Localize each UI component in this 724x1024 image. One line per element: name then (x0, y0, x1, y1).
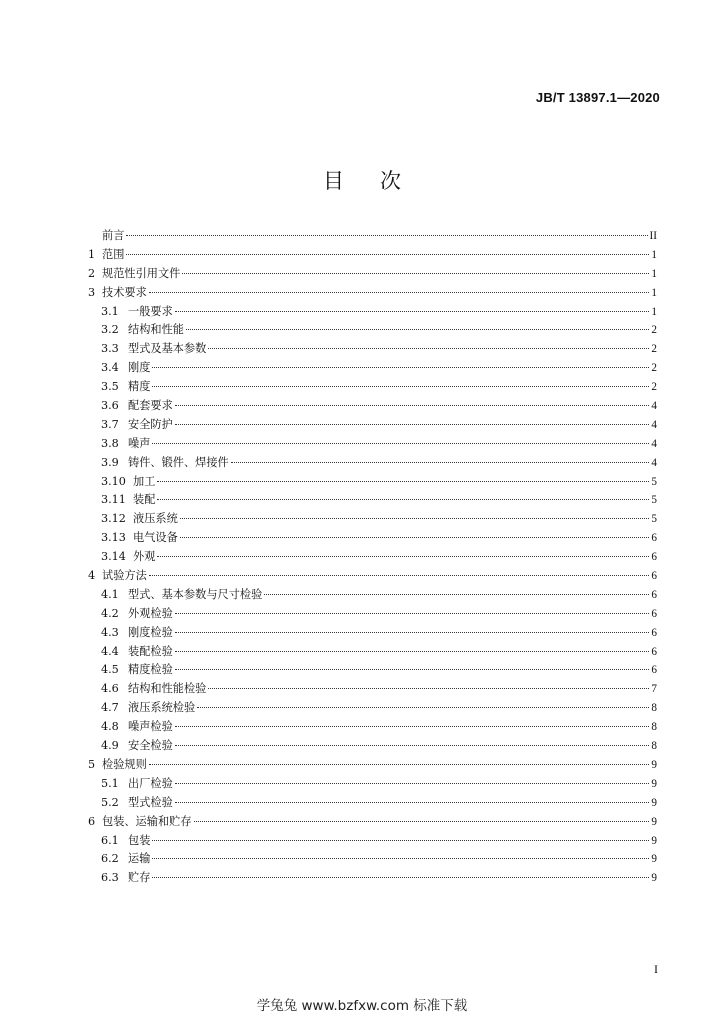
toc-entry-label: 型式及基本参数 (128, 342, 207, 356)
dot-leader (126, 235, 647, 236)
toc-entry[interactable] (88, 737, 657, 756)
toc-entry-page: 1 (651, 286, 657, 299)
toc-entry[interactable] (88, 850, 657, 869)
toc-entry-page: II (649, 230, 657, 242)
toc-entry-number: 6.1 (101, 833, 119, 847)
toc-entry-page: 8 (651, 721, 657, 734)
toc-entry-label: 包装、运输和贮存 (102, 814, 192, 828)
toc-entry-number: 3.7 (101, 417, 119, 431)
toc-entry-number: 3.4 (101, 361, 119, 375)
toc-entry-label: 试验方法 (102, 569, 147, 583)
toc-entry-page: 4 (651, 418, 657, 431)
dot-leader (175, 726, 649, 727)
toc-entry-number: 4.3 (101, 625, 119, 639)
toc-entry-number: 6.2 (101, 852, 119, 866)
toc-entry-page: 5 (651, 513, 657, 526)
dot-leader (197, 707, 649, 708)
toc-entry-label: 刚度 (128, 361, 151, 375)
toc-entry-label: 检验规则 (102, 757, 147, 771)
toc-entry-page: 2 (651, 324, 657, 337)
toc-entry-label: 安全防护 (128, 417, 173, 431)
toc-entry-page: 8 (651, 740, 657, 753)
toc-entry-page: 6 (651, 570, 657, 583)
dot-leader (149, 292, 649, 293)
toc-entry-label: 电气设备 (133, 531, 178, 545)
dot-leader (186, 329, 649, 330)
toc-entry-number: 3.14 (101, 550, 126, 564)
toc-entry-page: 4 (651, 437, 657, 450)
dot-leader (157, 499, 649, 500)
toc-entry-number: 6.3 (101, 871, 119, 885)
toc-entry-number: 3.10 (101, 474, 126, 488)
toc-entry-number: 4.6 (101, 682, 119, 696)
toc-entry-page: 6 (651, 645, 657, 658)
dot-leader (175, 783, 649, 784)
toc-entry-page: 1 (651, 305, 657, 318)
toc-entry-page: 5 (651, 475, 657, 488)
dot-leader (175, 424, 649, 425)
dot-leader (152, 858, 649, 859)
dot-leader (208, 688, 649, 689)
toc-entry-number: 4.9 (101, 739, 119, 753)
toc-entry[interactable] (88, 567, 657, 586)
toc-entry[interactable] (88, 605, 657, 624)
toc-entry-page: 9 (651, 853, 657, 866)
toc-entry-page: 8 (651, 702, 657, 715)
toc-entry-page: 9 (651, 758, 657, 771)
toc-entry-label: 液压系统检验 (128, 701, 196, 715)
toc-entry-label: 精度检验 (128, 663, 173, 677)
dot-leader (157, 481, 649, 482)
dot-leader (175, 745, 649, 746)
toc-entry-label: 技术要求 (102, 285, 147, 299)
toc-entry[interactable] (88, 246, 657, 265)
toc-entry-page: 9 (651, 796, 657, 809)
toc-entry-number: 3.13 (101, 531, 126, 545)
toc-entry-label: 刚度检验 (128, 625, 173, 639)
toc-entry-label: 外观检验 (128, 606, 173, 620)
toc-entry-page: 6 (651, 532, 657, 545)
watermark-text: 学兔兔 www.bzfxw.com 标准下载 (256, 998, 468, 1014)
toc-entry-number: 1 (88, 247, 96, 261)
toc-entry-number: 3.6 (101, 399, 119, 413)
toc-entry-label: 装配检验 (128, 644, 173, 658)
toc-entry[interactable] (88, 643, 657, 662)
toc-entry-number: 4.2 (101, 606, 119, 620)
toc-entry-page: 2 (651, 343, 657, 356)
toc-entry[interactable] (88, 454, 657, 473)
dot-leader (149, 764, 649, 765)
toc-entry-label: 运输 (128, 852, 151, 866)
toc-entry-number: 3.9 (101, 455, 119, 469)
toc-entry-number: 2 (88, 266, 96, 280)
toc-entry-label: 出厂检验 (128, 776, 173, 790)
toc-entry-page: 4 (651, 456, 657, 469)
dot-leader (149, 575, 649, 576)
toc-entry-page: 7 (651, 683, 657, 696)
toc-entry-label: 噪声检验 (128, 720, 173, 734)
dot-leader (175, 405, 649, 406)
dot-leader (175, 802, 649, 803)
toc-entry-number: 4.1 (101, 587, 119, 601)
toc-entry-label: 外观 (133, 550, 156, 564)
toc-entry[interactable] (88, 680, 657, 699)
toc-entry-page: 6 (651, 607, 657, 620)
toc-entry-number: 4.8 (101, 720, 119, 734)
toc-entry-number: 4 (88, 569, 96, 583)
toc-entry[interactable] (88, 473, 657, 492)
toc-entry-label: 噪声 (128, 436, 151, 450)
toc-entry-page: 6 (651, 551, 657, 564)
toc-entry[interactable] (88, 303, 657, 322)
toc-entry[interactable] (88, 491, 657, 510)
toc-entry[interactable] (88, 510, 657, 529)
toc-entry-label: 铸件、锻件、焊接件 (128, 455, 229, 469)
dot-leader (264, 594, 649, 595)
dot-leader (152, 877, 649, 878)
toc-entry-page: 9 (651, 834, 657, 847)
toc-entry-label: 结构和性能检验 (128, 682, 207, 696)
toc-entry-page: 5 (651, 494, 657, 507)
toc-entry-page: 6 (651, 626, 657, 639)
toc-entry-number: 5.2 (101, 795, 119, 809)
toc-entry-number: 4.4 (101, 644, 119, 658)
toc-entry-label: 配套要求 (128, 399, 173, 413)
toc-entry-number: 3 (88, 285, 96, 299)
dot-leader (180, 518, 649, 519)
toc-entry-page: 9 (651, 777, 657, 790)
toc-entry-page: 6 (651, 664, 657, 677)
toc-entry-label: 包装 (128, 833, 151, 847)
toc-entry-number: 6 (88, 814, 96, 828)
toc-entry[interactable] (88, 378, 657, 397)
dot-leader (175, 311, 649, 312)
toc-entry[interactable] (88, 359, 657, 378)
toc-entry[interactable] (88, 869, 657, 888)
toc-entry-number: 3.1 (101, 304, 119, 318)
toc-entry-page: 1 (651, 267, 657, 280)
toc-entry-number: 5.1 (101, 776, 119, 790)
toc-entry-number: 3.11 (101, 493, 126, 507)
toc-entry-number: 3.12 (101, 512, 126, 526)
toc-entry[interactable] (88, 340, 657, 359)
toc-entry-label: 液压系统 (133, 512, 178, 526)
toc-entry-page: 6 (651, 588, 657, 601)
toc-entry-page: 1 (651, 248, 657, 261)
toc-entry[interactable] (88, 699, 657, 718)
standard-code: JB/T 13897.1—2020 (535, 90, 660, 105)
toc-entry-label: 一般要求 (128, 304, 173, 318)
toc-entry-label: 型式检验 (128, 795, 173, 809)
dot-leader (231, 462, 649, 463)
toc-entry-number: 5 (88, 757, 96, 771)
toc-entry-label: 加工 (133, 474, 156, 488)
toc-entry-label: 范围 (102, 247, 125, 261)
dot-leader (175, 669, 649, 670)
page-title: 目次 (323, 169, 437, 193)
toc-entry-label: 前言 (102, 229, 125, 242)
toc-entry-number: 4.7 (101, 701, 119, 715)
toc-entry[interactable] (88, 661, 657, 680)
toc-entry-page: 2 (651, 362, 657, 375)
toc-entry-label: 装配 (133, 493, 156, 507)
dot-leader (208, 348, 649, 349)
dot-leader (126, 254, 649, 255)
toc-entry[interactable] (88, 775, 657, 794)
dot-leader (152, 840, 649, 841)
toc-entry-number: 3.2 (101, 323, 119, 337)
toc-entry[interactable] (88, 529, 657, 548)
toc-entry[interactable] (88, 718, 657, 737)
toc-entry[interactable] (88, 832, 657, 851)
toc-entry[interactable] (88, 397, 657, 416)
dot-leader (175, 613, 649, 614)
toc-entry[interactable] (88, 416, 657, 435)
toc-entry-page: 2 (651, 381, 657, 394)
toc-entry-page: 9 (651, 815, 657, 828)
toc-entry-number: 3.8 (101, 436, 119, 450)
toc-entry[interactable] (88, 265, 657, 284)
dot-leader (175, 651, 649, 652)
toc-entry[interactable] (88, 321, 657, 340)
toc-entry[interactable] (88, 794, 657, 813)
toc-entry[interactable] (88, 586, 657, 605)
toc-entry-number: 3.5 (101, 380, 119, 394)
toc-entry-label: 规范性引用文件 (102, 266, 181, 280)
toc-entry[interactable] (88, 284, 657, 303)
toc-entry-number: 4.5 (101, 663, 119, 677)
toc-entry-label: 贮存 (128, 871, 151, 885)
toc-entry[interactable] (88, 813, 657, 832)
toc-entry-label: 结构和性能 (128, 323, 184, 337)
toc-entry[interactable] (88, 435, 657, 454)
toc-entry-label: 精度 (128, 380, 151, 394)
dot-leader (152, 443, 649, 444)
toc-entry-number: 3.3 (101, 342, 119, 356)
page-number: I (654, 962, 658, 976)
dot-leader (152, 386, 649, 387)
dot-leader (157, 556, 649, 557)
toc-entry[interactable] (88, 756, 657, 775)
dot-leader (180, 537, 649, 538)
toc-entry-label: 安全检验 (128, 739, 173, 753)
toc-entry[interactable] (88, 624, 657, 643)
dot-leader (152, 367, 649, 368)
toc-entry[interactable] (88, 548, 657, 567)
dot-leader (182, 273, 649, 274)
dot-leader (175, 632, 649, 633)
toc-entry-label: 型式、基本参数与尺寸检验 (128, 587, 263, 601)
dot-leader (194, 821, 649, 822)
toc-entry[interactable] (88, 227, 657, 246)
table-of-contents (88, 227, 657, 888)
toc-entry-page: 9 (651, 872, 657, 885)
toc-entry-page: 4 (651, 400, 657, 413)
